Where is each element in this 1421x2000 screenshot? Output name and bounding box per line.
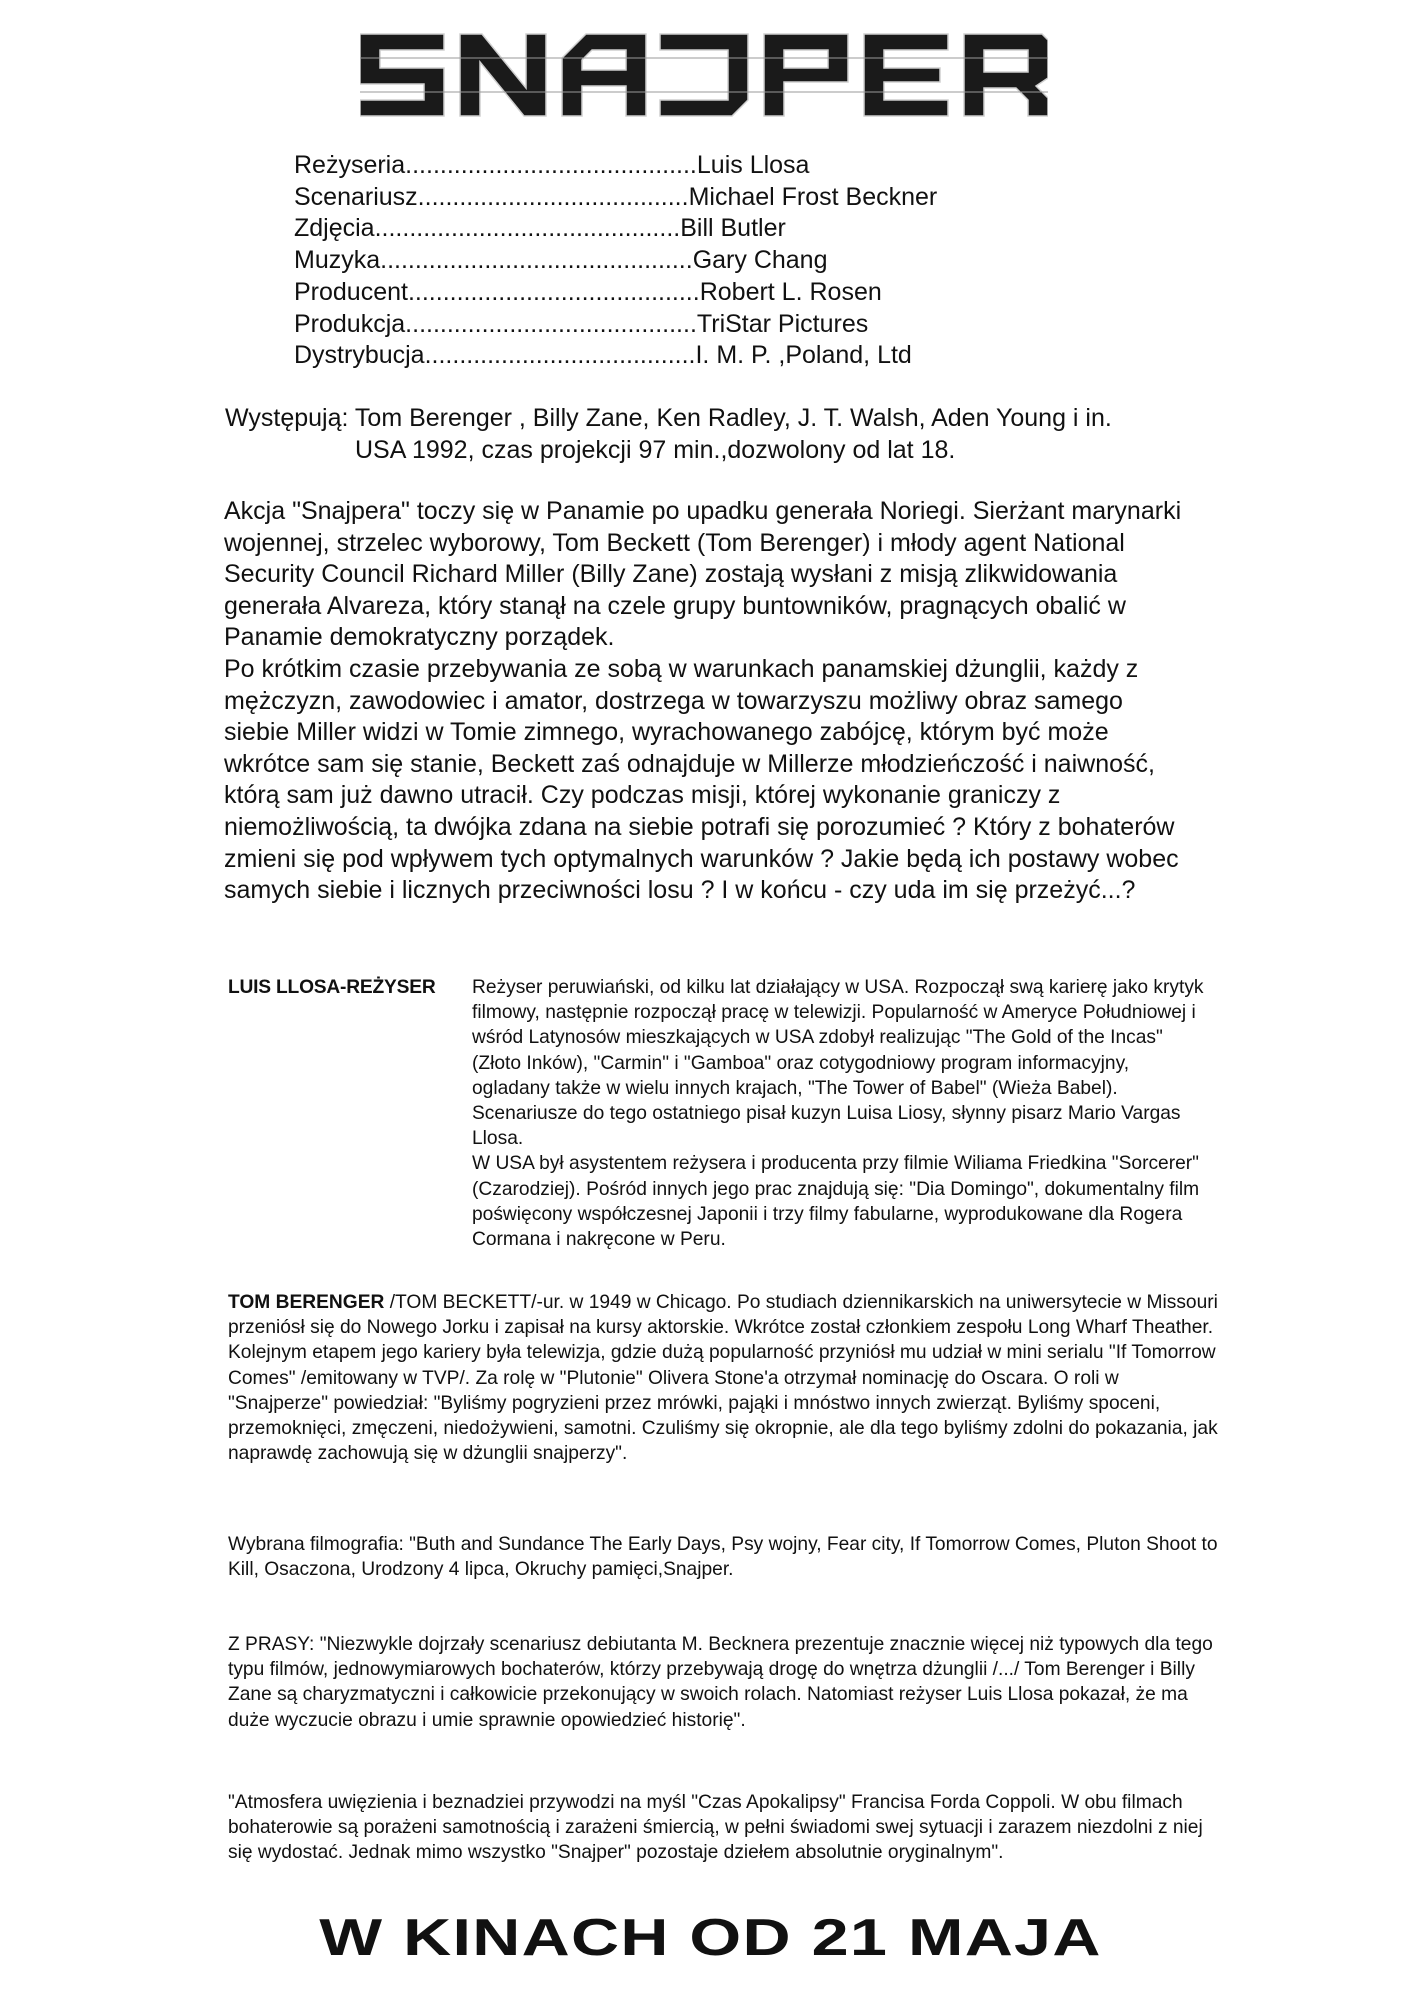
credit-role: Muzyka bbox=[294, 246, 381, 275]
credit-row-music bbox=[294, 245, 1074, 277]
credit-dots: .......................................... bbox=[405, 309, 697, 338]
actor-bio bbox=[228, 1290, 1218, 1466]
credit-name: Bill Butler bbox=[680, 214, 786, 243]
credit-row-production bbox=[294, 309, 1074, 341]
actor-name: TOM BERENGER bbox=[228, 1292, 385, 1313]
director-bio bbox=[472, 975, 1212, 1252]
credit-dots: ....................................... bbox=[424, 341, 696, 370]
snajper-logo bbox=[360, 28, 1048, 123]
filmography: Wybrana filmografia: "Buth and Sundance The Early Days, Psy wojny, Fear city, If Tomorrow Comes, Pluton Shoot to Kill, Osaczona, Urodzony 4 lipca, Okruchy pamięci,Snajper. bbox=[228, 1534, 1218, 1581]
credit-row-director bbox=[294, 150, 1074, 182]
credit-name: Robert L. Rosen bbox=[699, 277, 882, 306]
credit-name: Gary Chang bbox=[692, 246, 828, 275]
release-date-banner: W KINACH OD 21 MAJA bbox=[319, 1909, 1102, 1967]
cast-line: Występują: Tom Berenger , Billy Zane, Ken Radley, J. T. Walsh, Aden Young i in. bbox=[225, 404, 1112, 432]
credit-dots: .......................................... bbox=[405, 151, 697, 179]
director-heading: LUIS LLOSA-REŻYSER bbox=[228, 977, 436, 998]
credits-list bbox=[294, 150, 1074, 372]
credit-role: Producent bbox=[294, 277, 408, 306]
credit-role: Produkcja bbox=[294, 309, 406, 338]
credit-row-distribution bbox=[294, 340, 1074, 372]
credit-role: Zdjęcia bbox=[294, 214, 375, 243]
synopsis-paragraph: Akcja "Snajpera" toczy się w Panamie po upadku generała Noriegi. Sierżant marynarki wojennej, strzelec wyborowy, Tom Beckett (Tom Berenger) i młody agent National Security Council Richard Miller (Billy Zane) zostają wysłani z misją zlikwidowania generała Alvareza, który stanął na czele grupy buntowników, pragnących obalić w Panamie demokratyczny porządek. bbox=[224, 497, 1182, 652]
credit-name: Michael Frost Beckner bbox=[688, 182, 938, 211]
actor-bio-text: /TOM BECKETT/-ur. w 1949 w Chicago. Po studiach dziennikarskich na uniwersytecie w Missouri przeniósł się do Nowego Jorku i zapisał na kursy aktorskie. Wkrótce został członkiem zespołu Long Wharf Theather. Kolejnym etapem jego kariery była telewizja, gdzie dużą popularność przyniósł mu udział w mini serialu "If Tomorrow Comes" /emitowany w TVP/. Za rolę w "Plutonie" Olivera Stone'a otrzymał nominację do Oscara. O roli w "Snajperze" powiedział: "Byliśmy pogryzieni przez mrówki, pająki i mnóstwo innych zwierząt. Byliśmy spoceni, przemoknięci, zmęczeni, niedożywieni, samotni. Czuliśmy się okropnie, ale dla tego byliśmy zdolni do pokazania, jak naprawdę zachowują się w dżunglii snajperzy". bbox=[228, 1292, 1218, 1465]
credit-row-cinematography bbox=[294, 213, 1074, 245]
credit-role: Dystrybucja bbox=[294, 341, 425, 370]
credit-row-producer bbox=[294, 277, 1074, 309]
credit-dots: ....................................... bbox=[417, 182, 689, 211]
credit-dots: .......................................... bbox=[407, 277, 700, 306]
cast-block bbox=[225, 402, 1235, 466]
synopsis bbox=[224, 496, 1194, 907]
production-info-line: USA 1992, czas projekcji 97 min.,dozwolony od lat 18. bbox=[355, 436, 956, 464]
director-bio-paragraph: Reżyser peruwiański, od kilku lat działający w USA. Rozpoczął swą karierę jako krytyk filmowy, następnie rozpoczął pracę w telewizji. Popularność w Ameryce Południowej i wśród Latynosów mieszkających w USA zdobył realizując "The Gold of the Incas" (Złoto Inków), "Carmin" i "Gamboa" oraz cotygodniowy program informacyjny, ogladany także w wielu innych krajach, "The Tower of Babel" (Wieża Babel). Scenariusze do tego ostatniego pisał kuzyn Luisa Liosy, słynny pisarz Mario Vargas Llosa. bbox=[472, 977, 1204, 1150]
credit-dots: ............................................ bbox=[374, 214, 681, 243]
credit-name: Luis Llosa bbox=[696, 151, 810, 179]
credit-role: Reżyseria bbox=[294, 151, 406, 179]
credit-name: TriStar Pictures bbox=[696, 309, 869, 338]
press-quote: Z PRASY: "Niezwykle dojrzały scenariusz debiutanta M. Becknera prezentuje znacznie więcej niż typowych dla tego typu filmów, jednowymiarowych bochaterów, którzy przebywają drogę do wnętrza dżunglii /.../ Tom Berenger i Billy Zane są charyzmatyczni i całkowicie przekonujący w swoich rolach. Natomiast reżyser Luis Llosa pokazał, że ma duże wyczucie obrazu i umie sprawnie opowiedzieć historię". bbox=[228, 1634, 1213, 1731]
press-quote: "Atmosfera uwięzienia i beznadziei przywodzi na myśl "Czas Apokalipsy" Francisa Forda Coppoli. W obu filmach bohaterowie są porażeni samotnością i zarażeni śmiercią, w pełni świadomi swej sytuacji i zarazem niezdolni z niej się wydostać. Jednak mimo wszystko "Snajper" pozostaje dziełem absolutnie oryginalnym". bbox=[228, 1792, 1203, 1864]
credit-row-screenplay bbox=[294, 182, 1074, 214]
director-bio-paragraph: W USA był asystentem reżysera i producenta przy filmie Wiliama Friedkina "Sorcerer" (Czarodziej). Pośród innych jego prac znajdują się: "Dia Domingo", dokumentalny film poświęcony współczesnej Japonii i trzy filmy fabularne, wyprodukowane dla Rogera Cormana i nakręcone w Peru. bbox=[472, 1153, 1200, 1251]
credit-name: I. M. P. ,Poland, Ltd bbox=[695, 341, 912, 370]
credit-role: Scenariusz bbox=[294, 182, 418, 211]
credit-dots: ............................................. bbox=[380, 246, 693, 275]
snajper-logo-art bbox=[360, 28, 1048, 123]
synopsis-paragraph: Po krótkim czasie przebywania ze sobą w warunkach panamskiej dżunglii, każdy z mężczyzn, zawodowiec i amator, dostrzega w towarzyszu możliwy obraz samego siebie Miller widzi w Tomie zimnego, wyrachowanego zabójcę, którym być może wkrótce sam się stanie, Beckett zaś odnajduje w Millerze młodzieńczość i naiwność, którą sam już dawno utracił. Czy podczas misji, której wykonanie graniczy z niemożliwością, ta dwójka zdana na siebie potrafi się porozumieć ? Który z bohaterów zmieni się pod wpływem tych optymalnych warunków ? Jakie będą ich postawy wobec samych siebie i licznych przeciwności losu ? I w końcu - czy uda im się przeżyć...? bbox=[224, 654, 1179, 905]
